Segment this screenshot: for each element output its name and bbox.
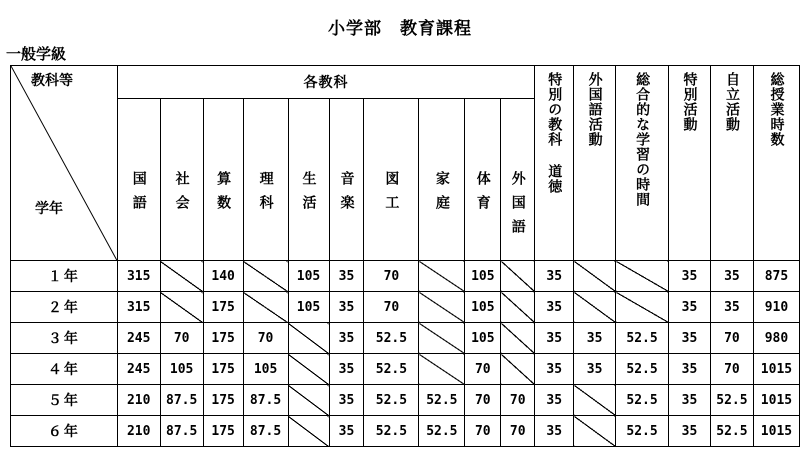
curriculum-table	[10, 65, 800, 447]
hours-cell: 52.5	[616, 354, 669, 385]
hours-cell: 140	[203, 261, 243, 292]
hours-cell: 35	[329, 416, 364, 447]
not-applicable-cell	[616, 292, 669, 323]
not-applicable-cell	[243, 261, 288, 292]
grade-cell: ５年	[11, 385, 118, 416]
section-label: 一般学級	[6, 45, 67, 63]
not-applicable-cell	[501, 261, 535, 292]
not-applicable-cell	[288, 354, 329, 385]
hours-cell: 70	[364, 292, 419, 323]
hours-cell: 980	[753, 323, 799, 354]
not-applicable-cell	[243, 292, 288, 323]
hours-cell: 52.5	[616, 385, 669, 416]
header-jiritsu-katsudou: 自立活動	[710, 66, 753, 261]
hours-cell: 87.5	[243, 416, 288, 447]
hours-cell: 52.5	[616, 323, 669, 354]
not-applicable-cell	[419, 323, 465, 354]
not-applicable-cell	[501, 323, 535, 354]
not-applicable-cell	[160, 261, 203, 292]
corner-diagonal	[11, 66, 117, 260]
corner-label-subjects: 教科等	[31, 73, 73, 89]
hours-cell: 35	[574, 354, 616, 385]
hours-cell: 70	[710, 354, 753, 385]
not-applicable-cell	[501, 354, 535, 385]
hours-cell: 35	[574, 323, 616, 354]
hours-cell: 105	[288, 261, 329, 292]
header-tokubetsu-kyouka: 特別の教科 道徳	[535, 66, 574, 261]
subject-header: 社会	[160, 99, 203, 261]
hours-cell: 35	[535, 323, 574, 354]
table-row	[11, 261, 800, 292]
hours-cell: 70	[160, 323, 203, 354]
hours-cell: 910	[753, 292, 799, 323]
hours-cell: 105	[465, 323, 501, 354]
hours-cell: 35	[669, 323, 711, 354]
hours-cell: 87.5	[243, 385, 288, 416]
subject-header: 家庭	[419, 99, 465, 261]
hours-cell: 52.5	[364, 416, 419, 447]
hours-cell: 35	[710, 261, 753, 292]
hours-cell: 35	[669, 385, 711, 416]
table-row	[11, 323, 800, 354]
page-title: 小学部 教育課程	[328, 19, 472, 39]
hours-cell: 70	[501, 416, 535, 447]
corner-label-grade: 学年	[35, 201, 63, 217]
hours-cell: 875	[753, 261, 799, 292]
not-applicable-cell	[419, 292, 465, 323]
hours-cell: 245	[117, 354, 160, 385]
hours-cell: 35	[710, 292, 753, 323]
hours-cell: 70	[465, 385, 501, 416]
hours-cell: 35	[329, 385, 364, 416]
not-applicable-cell	[574, 385, 616, 416]
hours-cell: 70	[243, 323, 288, 354]
hours-cell: 210	[117, 385, 160, 416]
hours-cell: 35	[329, 292, 364, 323]
subject-header: 生活	[288, 99, 329, 261]
subject-header: 理科	[243, 99, 288, 261]
subject-header: 国語	[117, 99, 160, 261]
hours-cell: 87.5	[160, 385, 203, 416]
not-applicable-cell	[419, 261, 465, 292]
hours-cell: 210	[117, 416, 160, 447]
hours-cell: 175	[203, 323, 243, 354]
hours-cell: 105	[288, 292, 329, 323]
hours-cell: 175	[203, 416, 243, 447]
hours-cell: 315	[117, 292, 160, 323]
hours-cell: 35	[329, 261, 364, 292]
hours-cell: 175	[203, 385, 243, 416]
not-applicable-cell	[574, 261, 616, 292]
header-total-hours: 総授業時数	[753, 66, 799, 261]
hours-cell: 70	[364, 261, 419, 292]
hours-cell: 70	[710, 323, 753, 354]
hours-cell: 52.5	[710, 416, 753, 447]
grade-cell: ２年	[11, 292, 118, 323]
table-row	[11, 292, 800, 323]
hours-cell: 52.5	[364, 385, 419, 416]
header-sougou: 総合的な学習の時間	[616, 66, 669, 261]
hours-cell: 175	[203, 292, 243, 323]
hours-cell: 1015	[753, 354, 799, 385]
corner-header-cell	[11, 66, 118, 261]
hours-cell: 105	[160, 354, 203, 385]
subject-header: 外国語	[501, 99, 535, 261]
subjects-group-header: 各教科	[117, 66, 535, 99]
hours-cell: 35	[669, 261, 711, 292]
subject-header: 図工	[364, 99, 419, 261]
hours-cell: 35	[535, 292, 574, 323]
not-applicable-cell	[288, 385, 329, 416]
table-row	[11, 385, 800, 416]
not-applicable-cell	[288, 416, 329, 447]
not-applicable-cell	[160, 292, 203, 323]
table-row	[11, 354, 800, 385]
hours-cell: 105	[465, 292, 501, 323]
hours-cell: 35	[535, 416, 574, 447]
grade-cell: ３年	[11, 323, 118, 354]
hours-cell: 52.5	[419, 385, 465, 416]
not-applicable-cell	[501, 292, 535, 323]
hours-cell: 315	[117, 261, 160, 292]
hours-cell: 87.5	[160, 416, 203, 447]
hours-cell: 105	[465, 261, 501, 292]
hours-cell: 35	[669, 416, 711, 447]
hours-cell: 35	[329, 354, 364, 385]
subject-header: 算数	[203, 99, 243, 261]
hours-cell: 52.5	[419, 416, 465, 447]
hours-cell: 1015	[753, 385, 799, 416]
hours-cell: 35	[535, 385, 574, 416]
hours-cell: 245	[117, 323, 160, 354]
not-applicable-cell	[419, 354, 465, 385]
header-gaikokugo-katsudou: 外国語活動	[574, 66, 616, 261]
subject-header: 体育	[465, 99, 501, 261]
hours-cell: 52.5	[364, 323, 419, 354]
grade-cell: １年	[11, 261, 118, 292]
not-applicable-cell	[288, 323, 329, 354]
not-applicable-cell	[616, 261, 669, 292]
table-row	[11, 416, 800, 447]
grade-cell: ４年	[11, 354, 118, 385]
hours-cell: 35	[669, 354, 711, 385]
hours-cell: 70	[465, 354, 501, 385]
hours-cell: 35	[669, 292, 711, 323]
header-tokubetsu-katsudou: 特別活動	[669, 66, 711, 261]
grade-cell: ６年	[11, 416, 118, 447]
hours-cell: 70	[465, 416, 501, 447]
hours-cell: 52.5	[710, 385, 753, 416]
hours-cell: 175	[203, 354, 243, 385]
hours-cell: 35	[535, 354, 574, 385]
hours-cell: 52.5	[364, 354, 419, 385]
hours-cell: 1015	[753, 416, 799, 447]
not-applicable-cell	[574, 416, 616, 447]
hours-cell: 70	[501, 385, 535, 416]
not-applicable-cell	[574, 292, 616, 323]
hours-cell: 105	[243, 354, 288, 385]
hours-cell: 35	[329, 323, 364, 354]
subject-header: 音楽	[329, 99, 364, 261]
hours-cell: 52.5	[616, 416, 669, 447]
hours-cell: 35	[535, 261, 574, 292]
